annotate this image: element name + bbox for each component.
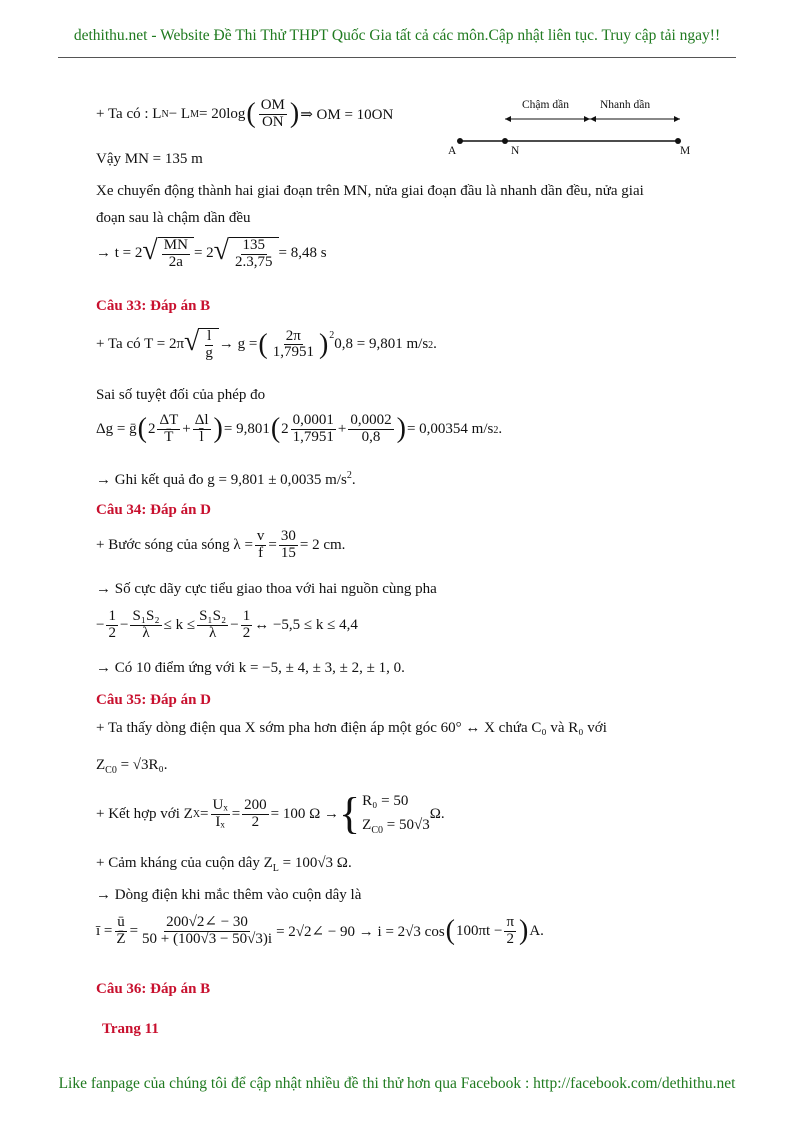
point-a-dot <box>457 138 463 144</box>
text: = 50√3 <box>383 817 430 833</box>
text: + Kết hợp với Z <box>96 805 193 822</box>
paren: ( <box>258 328 268 360</box>
motion-diagram <box>440 95 710 165</box>
text: + <box>337 420 347 437</box>
numerator: S₁S₂ <box>132 608 160 624</box>
fraction <box>106 609 118 642</box>
text: ↔ −5,5 ≤ k ≤ 4,4 <box>254 616 358 633</box>
eq-k-range <box>96 609 358 642</box>
numerator: 1 <box>242 608 251 624</box>
denominator: λ <box>209 624 217 641</box>
fraction <box>241 609 253 642</box>
paren: ( <box>246 98 256 130</box>
arrow-mid-left-head <box>584 116 590 122</box>
sqrt: √ $\frac{135}{2.3,75}$ <box>214 237 279 271</box>
fraction <box>193 413 211 446</box>
subscript: C0 <box>105 765 117 776</box>
text: . <box>433 336 437 353</box>
heading-cau-36: Câu 36: Đáp án B <box>96 981 211 997</box>
fraction <box>279 529 298 562</box>
eq-wavelength <box>96 529 345 562</box>
paren: ) <box>519 915 529 947</box>
fraction <box>114 915 127 948</box>
numerator: S₁S₂ <box>199 608 227 624</box>
subscript: C0 <box>371 825 383 836</box>
eq-gravity <box>96 328 437 362</box>
paren: ) <box>396 413 406 445</box>
text: = 20log <box>198 105 246 122</box>
text: 100πt − <box>455 922 503 939</box>
text: + Cảm kháng của cuộn dây Z <box>96 855 273 871</box>
text: − L <box>168 105 191 122</box>
text-mn: Vậy MN = 135 m <box>96 151 203 167</box>
arrow-right-head <box>674 116 680 122</box>
fraction <box>271 329 316 362</box>
denominator: 2 <box>108 624 116 641</box>
text: = 8,48 s <box>278 245 327 262</box>
exponent: 2 <box>428 340 434 351</box>
text: − <box>230 616 239 633</box>
text: = <box>231 805 241 822</box>
text: M <box>190 108 199 120</box>
denominator: 2 <box>242 624 251 641</box>
paren: ) <box>289 98 300 130</box>
text: − <box>96 616 105 633</box>
text: = <box>200 805 209 822</box>
header-divider <box>58 57 736 58</box>
denominator: 50 + (100√3 − 50√3)i <box>142 930 273 947</box>
denominator: 2 <box>251 813 260 830</box>
sqrt: √ $\frac{l}{g}$ <box>184 328 219 362</box>
text-absolute-error: Sai số tuyệt đối của phép đo <box>96 387 266 403</box>
numerator: OM <box>260 97 285 113</box>
exponent: 2 <box>346 470 352 481</box>
eq-absolute-error <box>96 413 502 446</box>
text: + <box>182 420 191 437</box>
system-row <box>362 813 430 839</box>
paren: ) <box>318 328 329 360</box>
numerator: Uₓ <box>212 796 228 813</box>
text: + Ta có T = 2π <box>96 336 185 353</box>
text: L <box>152 105 162 122</box>
numerator: Δl <box>194 412 209 428</box>
text: = √3R₀. <box>116 757 168 773</box>
numerator: 0,0001 <box>292 412 334 428</box>
denominator: 2 <box>506 930 514 947</box>
sqrt: √ $\frac{MN}{2a}$ <box>142 237 194 271</box>
fraction <box>211 798 230 831</box>
text: − <box>119 616 129 633</box>
heading-cau-35: Câu 35: Đáp án D <box>96 692 212 708</box>
text: ⇒ OM = 10ON <box>300 106 394 123</box>
text: → t = 2 <box>96 245 143 262</box>
fraction <box>348 413 393 446</box>
text: 2 <box>147 420 156 437</box>
paren: ( <box>137 413 147 445</box>
system <box>362 789 430 839</box>
text: . <box>498 420 503 437</box>
text-zl <box>96 855 352 874</box>
text: = 100 Ω → <box>270 805 340 822</box>
arrow-mid-right-head <box>590 116 596 122</box>
fraction <box>140 915 274 948</box>
fraction <box>291 413 336 446</box>
numerator: 2π <box>285 327 301 344</box>
text-result-g <box>96 470 356 489</box>
fraction <box>157 413 180 446</box>
text: = 0,00354 m/s <box>406 420 494 437</box>
numerator: 135 <box>242 237 266 253</box>
denominator: T̄ <box>164 428 174 445</box>
fraction <box>197 609 228 642</box>
denominator: f <box>258 544 264 561</box>
text: = 9,801 <box>223 420 270 437</box>
text: . <box>351 472 356 488</box>
page-footer: Like fanpage của chúng tôi để cập nhật nhiều đề thi thử hơn qua Facebook : http://facebook.com/dethithu.net <box>58 1075 736 1092</box>
fraction <box>130 609 161 642</box>
point-m-dot <box>675 138 681 144</box>
text: → g = <box>218 336 258 353</box>
numerator: ū <box>117 914 125 930</box>
text: Δg = ḡ <box>96 420 137 437</box>
system-row: R₀ = 50 <box>362 793 409 809</box>
label-fast: Nhanh dần <box>600 99 651 111</box>
heading-cau-33: Câu 33: Đáp án B <box>96 298 211 314</box>
text: + Bước sóng của sóng λ = <box>96 536 253 553</box>
text: N <box>161 108 169 120</box>
text: = 100√3 Ω. <box>278 855 352 871</box>
numerator: MN <box>163 237 188 253</box>
text: Z <box>96 757 106 773</box>
label-point-m: M <box>680 145 691 157</box>
text: = 2√2∠ − 90 → i = 2√3 cos <box>276 923 445 940</box>
text: Ω. <box>429 805 445 822</box>
subscript: X <box>192 808 201 820</box>
brace: { <box>339 789 361 838</box>
denominator: ON <box>261 113 284 130</box>
denominator: g <box>205 344 213 361</box>
fraction <box>242 798 269 831</box>
paren: ( <box>445 915 455 947</box>
text-current-intro: → Dòng điện khi mắc thêm vào cuộn dây là <box>96 887 362 903</box>
eq-current <box>96 915 544 948</box>
numerator: π <box>506 914 515 930</box>
denominator: Z̄ <box>116 930 126 947</box>
text: ≤ k ≤ <box>163 616 196 633</box>
denominator: 2.3,75 <box>235 253 273 270</box>
fraction <box>504 915 516 948</box>
denominator: 1,7951 <box>292 428 334 445</box>
numerator: 1 <box>108 608 116 624</box>
text: = 2 <box>193 245 214 262</box>
page-header: dethithu.net - Website Đề Thi Thử THPT Quốc Gia tất cả các môn.Cập nhật liên tục. Truy cập tải ngay!! <box>73 27 721 44</box>
exponent: 2 <box>329 330 335 341</box>
fraction <box>259 98 287 131</box>
text-zc0 <box>96 757 168 776</box>
text: = <box>129 922 139 939</box>
text: 2 <box>281 420 289 437</box>
fraction <box>255 529 267 562</box>
eq-impedance-x <box>96 789 445 839</box>
exponent: 2 <box>493 425 499 436</box>
text: → Ghi kết quả đo g = 9,801 ± 0,0035 m/s <box>96 472 347 488</box>
denominator: 1,7951 <box>272 344 314 361</box>
paren: ) <box>213 413 223 445</box>
heading-cau-34: Câu 34: Đáp án D <box>96 502 212 518</box>
denominator: 15 <box>280 544 296 561</box>
numerator: 200√2∠ − 30 <box>166 914 248 930</box>
numerator: 0,0002 <box>350 412 392 428</box>
text: 0,8 = 9,801 m/s <box>334 336 429 353</box>
denominator: λ <box>142 624 150 641</box>
denominator: l̄ <box>199 428 204 445</box>
text: Z <box>362 817 372 833</box>
paren: ( <box>270 413 281 445</box>
text-phase: + Ta thấy dòng điện qua X sớm pha hơn điện áp một góc 60° ↔ X chứa C₀ và R₀ với <box>96 720 607 736</box>
eq-level-difference <box>96 98 393 131</box>
text-k-values: → Có 10 điểm ứng với k = −5, ± 4, ± 3, ± 2, ± 1, 0. <box>96 660 405 676</box>
label-slow: Chậm dần <box>522 99 569 111</box>
subscript: L <box>272 863 279 874</box>
numerator: 200 <box>244 796 267 813</box>
denominator: Iₓ <box>215 813 225 830</box>
numerator: v <box>256 528 265 544</box>
text: A. <box>529 922 544 939</box>
denominator: 0,8 <box>361 428 381 445</box>
text-minima-count: → Số cực dãy cực tiểu giao thoa với hai nguồn cùng pha <box>96 581 437 597</box>
motion-diagram-svg <box>440 95 710 165</box>
label-point-a: A <box>448 145 457 157</box>
page-number: Trang 11 <box>102 1021 159 1037</box>
numerator: 30 <box>280 528 296 544</box>
numerator: ΔT <box>159 412 179 428</box>
label-point-n: N <box>511 145 520 157</box>
numerator: l <box>207 328 212 344</box>
point-n-dot <box>502 138 508 144</box>
text: = <box>268 536 277 553</box>
denominator: 2a <box>168 253 183 270</box>
text: + Ta có : <box>96 105 149 122</box>
text-paragraph-2: đoạn sau là chậm dần đều <box>96 210 251 226</box>
text: = 2 cm. <box>299 536 346 553</box>
text: ī = <box>96 922 113 939</box>
text-paragraph-1: Xe chuyển động thành hai giai đoạn trên MN, nửa giai đoạn đầu là nhanh dần đều, nửa giai <box>96 183 644 199</box>
arrow-left-head <box>505 116 511 122</box>
eq-time <box>96 237 327 271</box>
